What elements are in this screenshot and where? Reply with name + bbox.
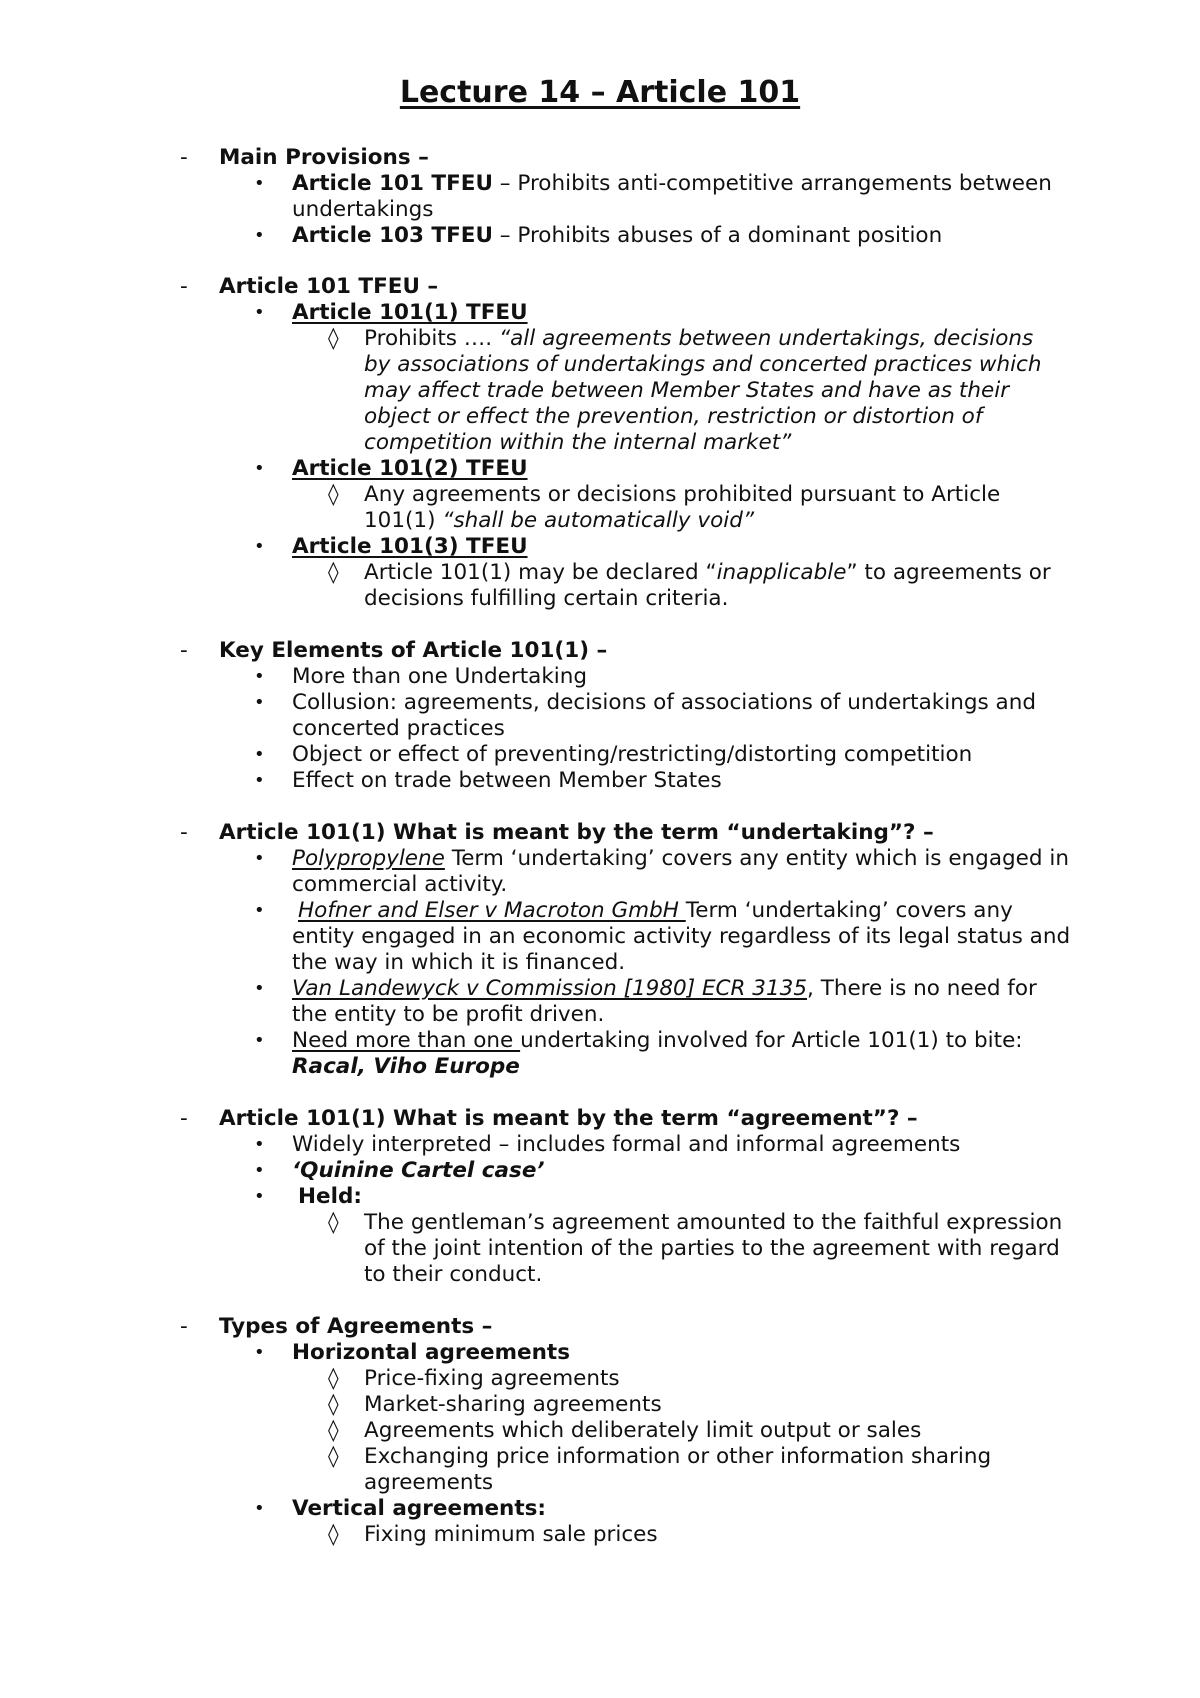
sub-item-text: Fixing minimum sale prices bbox=[364, 1522, 658, 1547]
list-item bbox=[0, 300, 1072, 326]
dash-marker: - bbox=[180, 145, 188, 170]
case-name: Hofner and Elser v Macroton GmbH bbox=[298, 898, 686, 923]
sub-item bbox=[0, 560, 1064, 612]
sub-item-text: ” to agreements or decisions fulfilling certain criteria. bbox=[364, 560, 1051, 611]
item-text: Term ‘undertaking’ covers any entity engaged in an economic activity regardless of its legal status and the way in which it is financed. bbox=[292, 898, 1071, 975]
list-item bbox=[0, 1340, 1072, 1366]
diamond-marker: ◊ bbox=[328, 482, 339, 507]
bullet-marker: • bbox=[254, 1498, 265, 1519]
list-item bbox=[0, 456, 1072, 482]
item-text: Effect on trade between Member States bbox=[292, 768, 722, 793]
dash-marker: - bbox=[180, 638, 188, 663]
sub-item-text: Article 101(1) may be declared “ bbox=[364, 560, 717, 585]
sub-item-text: The gentleman’s agreement amounted to the faithful expression of the joint intention of the parties to the agreement with regard to their conduct. bbox=[364, 1210, 1063, 1287]
list-item bbox=[0, 1132, 1072, 1158]
list-item bbox=[0, 742, 1072, 768]
dash-marker: - bbox=[180, 1314, 188, 1339]
bullet-marker: • bbox=[254, 458, 265, 479]
page-title: Lecture 14 – Article 101 bbox=[399, 75, 801, 110]
bullet-marker: • bbox=[254, 1160, 265, 1181]
item-label: Article 101 TFEU bbox=[292, 171, 493, 196]
sub-item-text: Agreements which deliberately limit output or sales bbox=[364, 1418, 922, 1443]
sub-item-text: Any agreements or decisions prohibited pursuant to Article 101(1) bbox=[364, 482, 1001, 533]
diamond-marker: ◊ bbox=[328, 1392, 339, 1417]
section-heading: Key Elements of Article 101(1) – bbox=[219, 638, 608, 663]
sub-item bbox=[0, 1418, 1064, 1444]
list-item bbox=[0, 1028, 1072, 1080]
sub-item-text: Price-fixing agreements bbox=[364, 1366, 620, 1391]
bullet-marker: • bbox=[254, 1342, 265, 1363]
item-label: Article 101(1) TFEU bbox=[292, 300, 528, 325]
section-main-provisions bbox=[0, 145, 1200, 249]
section-agreement bbox=[0, 1106, 1200, 1288]
bullet-marker: • bbox=[254, 536, 265, 557]
case-name: ‘Quinine Cartel case’ bbox=[292, 1158, 545, 1183]
item-text: Object or effect of preventing/restricting/distorting competition bbox=[292, 742, 973, 767]
bullet-marker: • bbox=[254, 1186, 265, 1207]
item-text: Widely interpreted – includes formal and informal agreements bbox=[292, 1132, 961, 1157]
bullet-marker: • bbox=[254, 848, 265, 869]
bullet-marker: • bbox=[254, 666, 265, 687]
item-label: Article 101(2) TFEU bbox=[292, 456, 528, 481]
diamond-marker: ◊ bbox=[328, 326, 339, 351]
section-undertaking bbox=[0, 820, 1200, 1080]
bullet-marker: • bbox=[254, 225, 265, 246]
section-types-of-agreements bbox=[0, 1314, 1200, 1548]
section-heading: Article 101(1) What is meant by the term “undertaking”? – bbox=[219, 820, 934, 845]
bullet-marker: • bbox=[254, 744, 265, 765]
sub-item bbox=[0, 1210, 1064, 1288]
underlined-text: Need more than one bbox=[292, 1028, 521, 1053]
list-item bbox=[0, 690, 1072, 742]
diamond-marker: ◊ bbox=[328, 560, 339, 585]
item-label: Held: bbox=[298, 1184, 362, 1209]
bullet-marker: • bbox=[254, 900, 265, 921]
bullet-marker: • bbox=[254, 302, 265, 323]
list-item bbox=[0, 171, 1072, 223]
diamond-marker: ◊ bbox=[328, 1418, 339, 1443]
bullet-marker: • bbox=[254, 978, 265, 999]
quote-text: “all agreements between undertakings, decisions by associations of undertakings and concerted practices which may affect trade between Member States and have as their object or effect the prevention, restriction or distortion of competition within the internal market” bbox=[364, 326, 1042, 455]
sub-item bbox=[0, 482, 1064, 534]
item-text: – Prohibits anti-competitive arrangements between undertakings bbox=[292, 171, 1052, 222]
section-heading: Article 101(1) What is meant by the term “agreement”? – bbox=[219, 1106, 918, 1131]
sub-item bbox=[0, 1522, 1064, 1548]
list-item bbox=[0, 768, 1072, 794]
quote-text: “shall be automatically void” bbox=[442, 508, 755, 533]
case-name: Van Landewyck v Commission [1980] ECR 3135 bbox=[292, 976, 808, 1001]
diamond-marker: ◊ bbox=[328, 1210, 339, 1235]
list-item bbox=[0, 1158, 1072, 1184]
list-item bbox=[0, 1496, 1072, 1522]
sub-item bbox=[0, 326, 1064, 456]
sub-item bbox=[0, 1392, 1064, 1418]
bullet-marker: • bbox=[254, 1134, 265, 1155]
item-text: – Prohibits abuses of a dominant position bbox=[492, 223, 943, 248]
sub-item-text: Exchanging price information or other information sharing agreements bbox=[364, 1444, 992, 1495]
bullet-marker: • bbox=[254, 1030, 265, 1051]
emphasis-text: inapplicable bbox=[716, 560, 847, 585]
item-text: , There is no need for the entity to be profit driven. bbox=[292, 976, 1037, 1027]
item-label: Article 101(3) TFEU bbox=[292, 534, 528, 559]
section-heading: Article 101 TFEU – bbox=[219, 274, 439, 299]
item-text: More than one Undertaking bbox=[292, 664, 588, 689]
section-heading: Types of Agreements – bbox=[219, 1314, 493, 1339]
item-label: Article 103 TFEU bbox=[292, 223, 493, 248]
list-item bbox=[0, 223, 1072, 249]
item-text: undertaking involved for Article 101(1) to bite: bbox=[520, 1028, 1023, 1053]
item-label: Horizontal agreements bbox=[292, 1340, 570, 1365]
list-item bbox=[0, 664, 1072, 690]
list-item bbox=[0, 976, 1072, 1028]
bullet-marker: • bbox=[254, 692, 265, 713]
case-name: Racal, Viho Europe bbox=[292, 1054, 520, 1079]
list-item bbox=[0, 898, 1072, 976]
diamond-marker: ◊ bbox=[328, 1522, 339, 1547]
diamond-marker: ◊ bbox=[328, 1366, 339, 1391]
sub-item bbox=[0, 1444, 1064, 1496]
section-key-elements bbox=[0, 638, 1200, 794]
case-name: Polypropylene bbox=[292, 846, 445, 871]
diamond-marker: ◊ bbox=[328, 1444, 339, 1469]
section-heading: Main Provisions – bbox=[219, 145, 429, 170]
item-label: Vertical agreements: bbox=[292, 1496, 547, 1521]
sub-item bbox=[0, 1366, 1064, 1392]
sub-item-text: Prohibits …. bbox=[364, 326, 499, 351]
bullet-marker: • bbox=[254, 770, 265, 791]
bullet-marker: • bbox=[254, 173, 265, 194]
list-item bbox=[0, 1184, 1072, 1210]
list-item bbox=[0, 846, 1072, 898]
item-text: Collusion: agreements, decisions of associations of undertakings and concerted practices bbox=[292, 690, 1036, 741]
sub-item-text: Market-sharing agreements bbox=[364, 1392, 662, 1417]
item-text: Term ‘undertaking’ covers any entity which is engaged in commercial activity. bbox=[292, 846, 1069, 897]
list-item bbox=[0, 534, 1072, 560]
section-article-101 bbox=[0, 274, 1200, 612]
dash-marker: - bbox=[180, 820, 188, 845]
dash-marker: - bbox=[180, 274, 188, 299]
dash-marker: - bbox=[180, 1106, 188, 1131]
